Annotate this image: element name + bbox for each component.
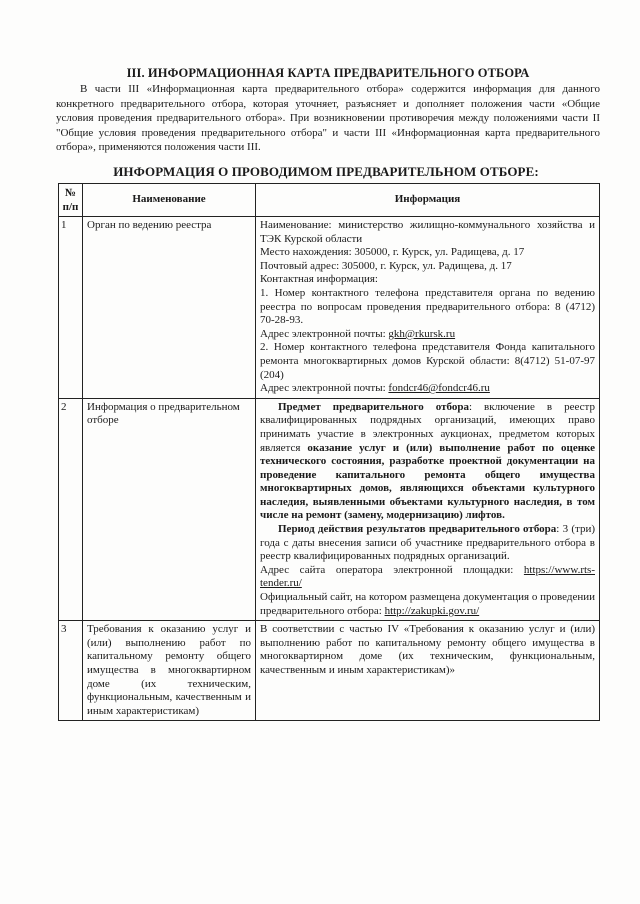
row-info <box>256 398 600 621</box>
row-num: 1 <box>59 217 83 399</box>
row-name: Информация о предварительном отборе <box>83 398 256 621</box>
header-num: № п/п <box>59 184 83 217</box>
email-label: Адрес электронной почты: <box>260 382 389 395</box>
row-info: В соответствии с частью IV «Требования к оказанию услуг и (или) выполнению работ по капитальному ремонту общего имущества в многоквартирном доме (их техническим, функциональным, качественным и иным характеристикам)» <box>256 621 600 721</box>
operator-link[interactable]: https://www.rts-tender.ru/ <box>260 563 595 590</box>
period-text: : 3 (три) года с даты внесения записи об участнике предварительного отбора в реестр квалифицированных подрядных организаций. <box>260 523 595 563</box>
contact-phone-2: 2. Номер контактного телефона представителя Фонда капитального ремонта многоквартирных домов Курской области: 8(4712) 51-07-97 (204) <box>260 341 595 381</box>
email-label: Адрес электронной почты: <box>260 327 389 340</box>
selection-period <box>260 523 595 564</box>
official-site <box>260 591 595 618</box>
authority-location: Место нахождения: 305000, г. Курск, ул. Радищева, д. 17 <box>260 246 525 259</box>
selection-subject <box>260 401 595 523</box>
email-link[interactable]: fondcr46@fondcr46.ru <box>388 382 490 395</box>
table-row <box>59 217 600 399</box>
row-name: Требования к оказанию услуг и (или) выполнению работ по капитальному ремонту общего имущества в многоквартирном доме (их техническим, функциональным, качественным и иным характеристикам) <box>83 621 256 721</box>
header-name: Наименование <box>83 184 256 217</box>
subject-text: : включение в реестр квалифицированных подрядных организаций, имеющих право принимать участие в электронных аукционах, предметом которых является <box>260 400 595 454</box>
table-row <box>59 621 600 721</box>
table-row <box>59 398 600 621</box>
official-label: Официальный сайт, на котором размещена документация о проведении предварительного отбора: <box>260 591 595 617</box>
email-line-2 <box>260 382 595 396</box>
row-info <box>256 217 600 399</box>
header-info: Информация <box>256 184 600 217</box>
authority-name: Наименование: министерство жилищно-коммунального хозяйства и ТЭК Курской области <box>260 219 595 245</box>
operator-site <box>260 564 595 591</box>
info-table <box>58 183 600 721</box>
row-num: 2 <box>59 398 83 621</box>
contact-label: Контактная информация: <box>260 273 378 286</box>
table-header-row <box>59 184 600 217</box>
contact-phone-1: 1. Номер контактного телефона представителя органа по ведению реестра по вопросам проведения предварительного отбора: 8 (4712) 70-28-93. <box>260 286 595 327</box>
period-label: Период действия результатов предварительного отбора <box>278 523 557 536</box>
email-line-1 <box>260 328 595 342</box>
subject-bold-text: оказание услуг и (или) выполнение работ по оценке технического состояния, разработке проектной документации на проведение капитального ремонта общего имущества многоквартирных домов, являющихся объектами культурного наследия, выявленными объектами культурного наследия, в том числе на ремонт (замену, модернизацию) лифтов. <box>260 441 595 522</box>
operator-label: Адрес сайта оператора электронной площадки: <box>260 563 524 576</box>
subject-label: Предмет предварительного отбора <box>278 400 469 413</box>
row-num: 3 <box>59 621 83 721</box>
row-name: Орган по ведению реестра <box>83 217 256 399</box>
official-link[interactable]: http://zakupki.gov.ru/ <box>384 604 480 617</box>
table-title: ИНФОРМАЦИЯ О ПРОВОДИМОМ ПРЕДВАРИТЕЛЬНОМ ОТБОРЕ: <box>113 164 539 179</box>
intro-paragraph: В части III «Информационная карта предварительного отбора» содержится информация для данного конкретного предварительного отбора, которая уточняет, разъясняет и дополняет положения части «Общие условия проведения предварительного отбора». При возникновении противоречия между положениями части II "Общие условия проведения предварительного отбора" и части III «Информационная карта предварительного отбора», применяются положения части III. <box>56 83 600 153</box>
authority-postal: Почтовый адрес: 305000, г. Курск, ул. Радищева, д. 17 <box>260 259 512 272</box>
email-link[interactable]: gkh@rkursk.ru <box>388 327 456 340</box>
section-title: III. ИНФОРМАЦИОННАЯ КАРТА ПРЕДВАРИТЕЛЬНОГО ОТБОРА <box>126 66 530 80</box>
